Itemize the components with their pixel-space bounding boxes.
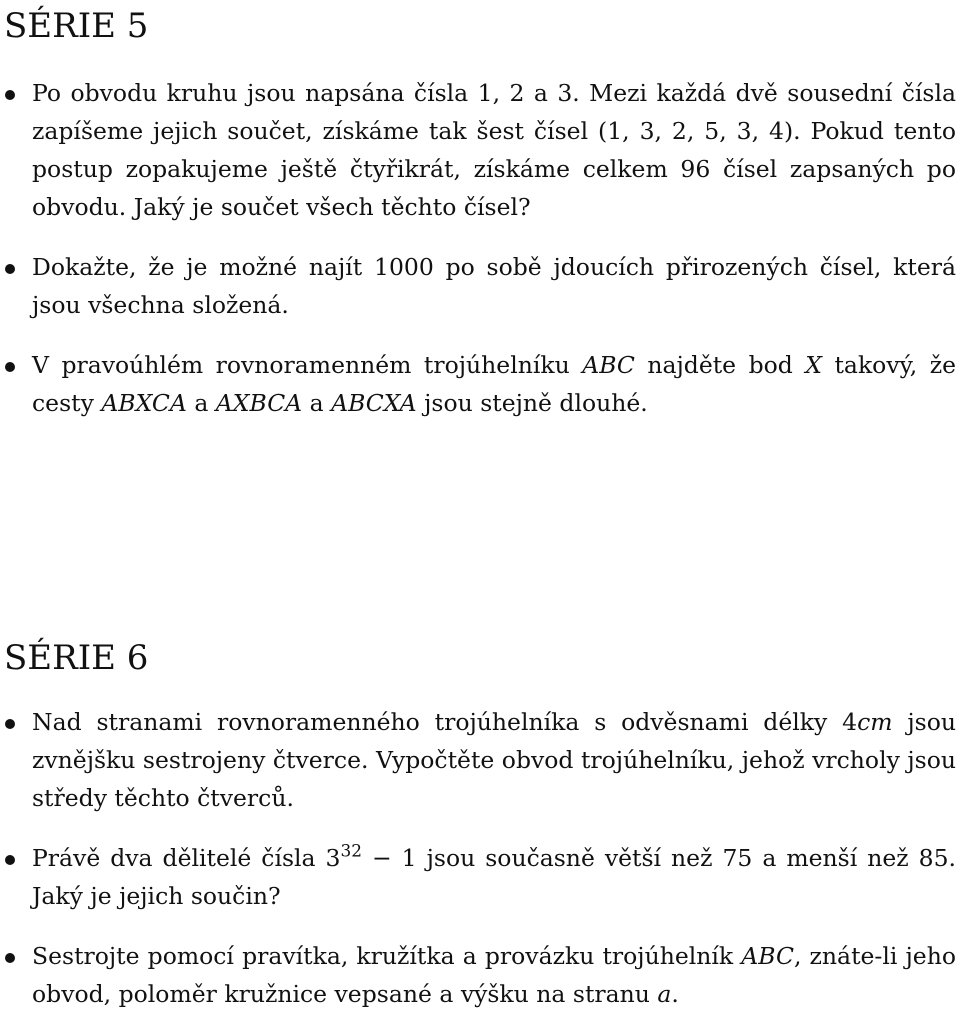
problem-item (0, 703, 960, 817)
text-fragment: Sestrojte pomocí pravítka, kružítka a provázku trojúhelník (32, 942, 742, 970)
bullet-icon (5, 362, 15, 372)
text-fragment: . (671, 980, 679, 1008)
text-fragment: jsou stejně dlouhé. (416, 389, 648, 417)
math-exponent: 32 (340, 840, 363, 861)
problem-item (0, 346, 960, 422)
series-6-heading: SÉRIE 6 (4, 638, 149, 678)
text-fragment: takový, že cesty (32, 351, 956, 417)
problem-text: Dokažte, že je možné najít 1000 po sobě jdoucích přirozených čísel, která jsou všechna složená. (32, 253, 956, 319)
bullet-icon (5, 264, 15, 274)
text-fragment: jsou zvnějšku sestrojeny čtverce. Vypočtěte obvod trojúhelníku, jehož vrcholy jsou středy těchto čtverců. (32, 708, 956, 812)
bullet-icon (5, 953, 15, 963)
bullet-icon (5, 90, 15, 100)
problem-item (0, 839, 960, 915)
problem-text (32, 351, 956, 417)
math-path-axbca: AXBCA (215, 389, 303, 417)
text-fragment: V pravoúhlém rovnoramenném trojúhelníku (32, 351, 583, 379)
math-path-abcxa: ABCXA (331, 389, 417, 417)
bullet-icon (5, 855, 15, 865)
math-triangle-abc: ABC (741, 942, 794, 970)
problem-item (0, 74, 960, 226)
series-5-problem-list (0, 74, 960, 422)
text-fragment: a (186, 389, 216, 417)
series-5-heading: SÉRIE 5 (4, 6, 149, 46)
text-fragment: a (302, 389, 332, 417)
math-point-x: X (805, 351, 823, 379)
text-fragment: Nad stranami rovnoramenného trojúhelníka s odvěsnami délky 4 (32, 708, 858, 736)
problem-text (32, 708, 956, 812)
problem-item (0, 248, 960, 324)
problem-text (32, 942, 956, 1008)
text-fragment: najděte bod (634, 351, 806, 379)
bullet-icon (5, 719, 15, 729)
problem-item (0, 937, 960, 1013)
problem-text (32, 840, 957, 910)
problem-text: Po obvodu kruhu jsou napsána čísla 1, 2 a 3. Mezi každá dvě sousední čísla zapíšeme jejich součet, získáme tak šest čísel (1, 3, 2, 5, 3, 4). Pokud tento postup zopakujeme ještě čtyřikrát, získáme celkem 96 čísel zapsaných po obvodu. Jaký je součet všech těchto čísel? (32, 79, 956, 221)
math-path-abxca: ABXCA (101, 389, 187, 417)
text-fragment: − 1 jsou současně větší než 75 a menší než 85. Jaký je jejich součin? (32, 844, 957, 910)
series-6-problem-list (0, 703, 960, 1013)
text-fragment: Právě dva dělitelé čísla 3 (32, 844, 341, 872)
math-triangle-abc: ABC (582, 351, 635, 379)
math-side-a: a (657, 980, 672, 1008)
math-unit-cm: cm (857, 708, 893, 736)
text-fragment: , znáte-li jeho obvod, poloměr kružnice vepsané a výšku na stranu (32, 942, 956, 1008)
